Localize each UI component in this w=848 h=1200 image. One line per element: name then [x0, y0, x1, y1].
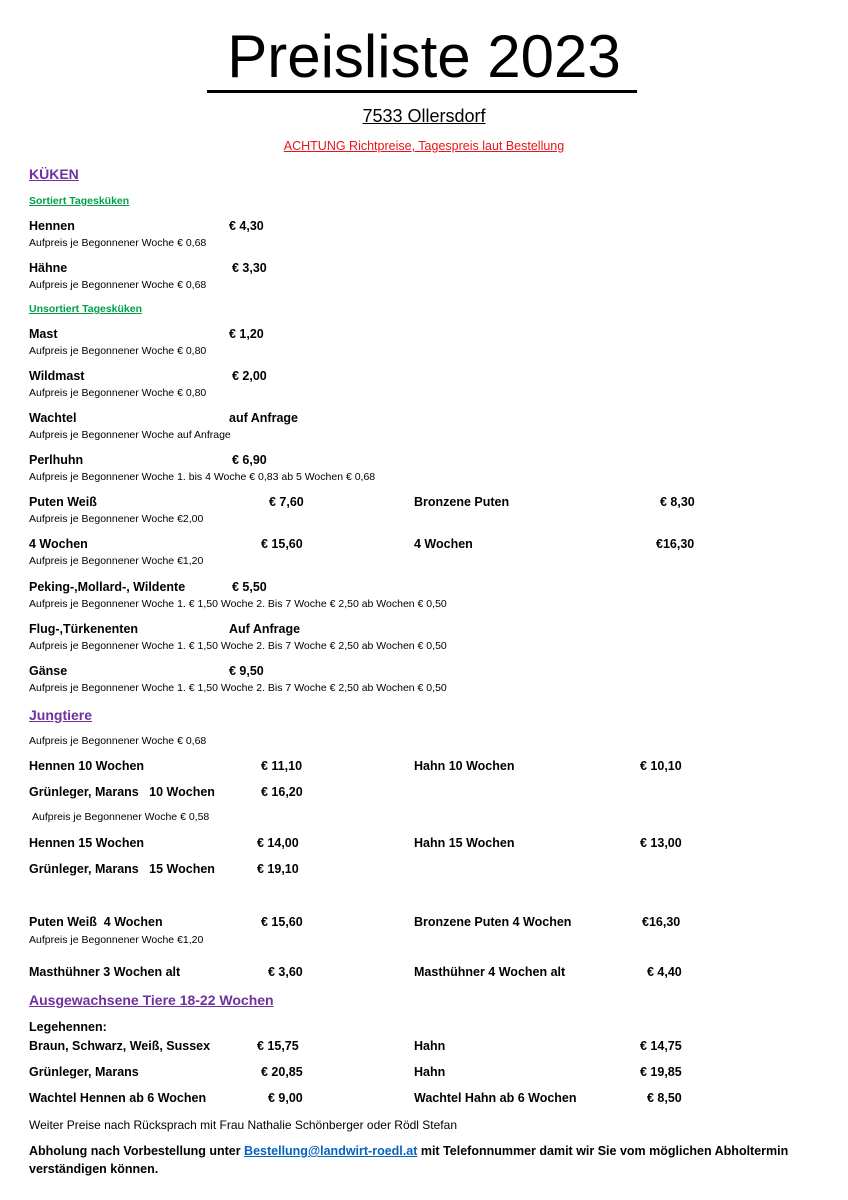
item-price: € 15,60: [261, 537, 303, 551]
item-name: Masthühner 4 Wochen alt: [414, 965, 566, 979]
item-name: Wachtel Hahn ab 6 Wochen: [414, 1091, 577, 1105]
item-price: € 8,50: [647, 1091, 682, 1105]
item-name: Puten Weiß 4 Wochen: [29, 915, 163, 929]
subsection-sortiert: Sortiert Tagesküken: [29, 195, 130, 207]
item-note: Aufpreis je Begonnener Woche € 0,68: [29, 237, 207, 249]
item-price: € 4,30: [229, 219, 264, 233]
item-name: Hennen 15 Wochen: [29, 836, 145, 850]
price-warning: ACHTUNG Richtpreise, Tagespreis laut Bestellung: [283, 139, 565, 153]
item-name: Grünleger, Marans 10 Wochen: [29, 785, 215, 799]
item-note: Aufpreis je Begonnener Woche € 0,80: [29, 345, 207, 357]
item-price: € 10,10: [640, 759, 682, 773]
item-name: Hennen: [29, 219, 75, 233]
item-name: Wachtel: [29, 411, 77, 425]
section-kueken: KÜKEN: [29, 166, 79, 182]
item-price: € 3,30: [232, 261, 267, 275]
pickup-suffix: mit Telefonnummer damit wir Sie vom möglichen Abholtermin: [417, 1144, 789, 1158]
item-name: Hahn 15 Wochen: [414, 836, 515, 850]
legehennen-label: Legehennen:: [29, 1020, 107, 1034]
item-name: Puten Weiß: [29, 495, 97, 509]
section-ausgewachsen: Ausgewachsene Tiere 18-22 Wochen: [29, 992, 274, 1008]
pickup-note: [29, 1144, 788, 1158]
title-underline: [207, 90, 637, 93]
item-name: Braun, Schwarz, Weiß, Sussex: [29, 1039, 211, 1053]
item-note: Aufpreis je Begonnener Woche €2,00: [29, 513, 204, 525]
pickup-prefix: Abholung nach Vorbestellung unter: [29, 1144, 245, 1158]
item-name: Bronzene Puten 4 Wochen: [414, 915, 572, 929]
subsection-unsortiert: Unsortiert Tagesküken: [29, 303, 143, 315]
item-price: auf Anfrage: [229, 411, 298, 425]
item-name: Mast: [29, 327, 58, 341]
item-note: Aufpreis je Begonnener Woche € 0,68: [29, 735, 207, 747]
item-note: Aufpreis je Begonnener Woche 1. bis 4 Woche € 0,83 ab 5 Wochen € 0,68: [29, 471, 376, 483]
item-price: €16,30: [642, 915, 681, 929]
item-name: Hennen 10 Wochen: [29, 759, 145, 773]
item-note: Aufpreis je Begonnener Woche € 0,68: [29, 279, 207, 291]
item-price: € 19,10: [257, 862, 299, 876]
item-name: Hahn 10 Wochen: [414, 759, 515, 773]
item-price: € 19,85: [640, 1065, 682, 1079]
item-name: 4 Wochen: [29, 537, 88, 551]
item-price: € 2,00: [232, 369, 267, 383]
item-price: € 5,50: [232, 580, 267, 594]
item-name: Perlhuhn: [29, 453, 84, 467]
item-price: Auf Anfrage: [229, 622, 301, 636]
item-name: Gänse: [29, 664, 68, 678]
item-name: Hähne: [29, 261, 68, 275]
item-price: € 15,75: [257, 1039, 299, 1053]
item-price: € 11,10: [261, 759, 303, 773]
item-name: Wildmast: [29, 369, 85, 383]
item-name: Bronzene Puten: [414, 495, 510, 509]
item-price: € 8,30: [660, 495, 695, 509]
item-price: € 14,00: [257, 836, 299, 850]
item-price: € 6,90: [232, 453, 267, 467]
item-price: € 9,50: [229, 664, 264, 678]
item-note: Aufpreis je Begonnener Woche €1,20: [29, 555, 204, 567]
item-name: Grünleger, Marans 15 Wochen: [29, 862, 215, 876]
item-note: Aufpreis je Begonnener Woche € 0,80: [29, 387, 207, 399]
item-price: € 20,85: [261, 1065, 303, 1079]
item-note: Aufpreis je Begonnener Woche 1. € 1,50 Woche 2. Bis 7 Woche € 2,50 ab Wochen € 0,50: [29, 598, 447, 610]
item-name: 4 Wochen: [414, 537, 473, 551]
item-note: Aufpreis je Begonnener Woche € 0,58: [32, 811, 210, 823]
item-name: Flug-,Türkenenten: [29, 622, 139, 636]
item-price: € 4,40: [647, 965, 682, 979]
item-name: Hahn: [414, 1039, 446, 1053]
item-name: Grünleger, Marans: [29, 1065, 139, 1079]
page-title: Preisliste 2023: [227, 23, 621, 90]
item-price: € 9,00: [268, 1091, 303, 1105]
item-note: Aufpreis je Begonnener Woche €1,20: [29, 934, 204, 946]
location: 7533 Ollersdorf: [362, 106, 486, 126]
item-price: € 16,20: [261, 785, 303, 799]
item-name: Peking-,Mollard-, Wildente: [29, 580, 186, 594]
item-note: Aufpreis je Begonnener Woche auf Anfrage: [29, 429, 231, 441]
item-price: € 1,20: [229, 327, 264, 341]
item-name: Hahn: [414, 1065, 446, 1079]
item-price: €16,30: [656, 537, 695, 551]
contact-note: Weiter Preise nach Rücksprach mit Frau Nathalie Schönberger oder Rödl Stefan: [29, 1118, 457, 1132]
item-price: € 14,75: [640, 1039, 682, 1053]
item-name: Wachtel Hennen ab 6 Wochen: [29, 1091, 207, 1105]
item-price: € 7,60: [269, 495, 304, 509]
order-email-link[interactable]: Bestellung@landwirt-roedl.at: [244, 1144, 418, 1158]
pickup-note-line2: verständigen können.: [29, 1162, 159, 1176]
item-note: Aufpreis je Begonnener Woche 1. € 1,50 Woche 2. Bis 7 Woche € 2,50 ab Wochen € 0,50: [29, 682, 447, 694]
item-note: Aufpreis je Begonnener Woche 1. € 1,50 Woche 2. Bis 7 Woche € 2,50 ab Wochen € 0,50: [29, 640, 447, 652]
item-price: € 13,00: [640, 836, 682, 850]
item-price: € 15,60: [261, 915, 303, 929]
item-price: € 3,60: [268, 965, 303, 979]
section-jungtiere: Jungtiere: [29, 707, 93, 723]
item-name: Masthühner 3 Wochen alt: [29, 965, 181, 979]
